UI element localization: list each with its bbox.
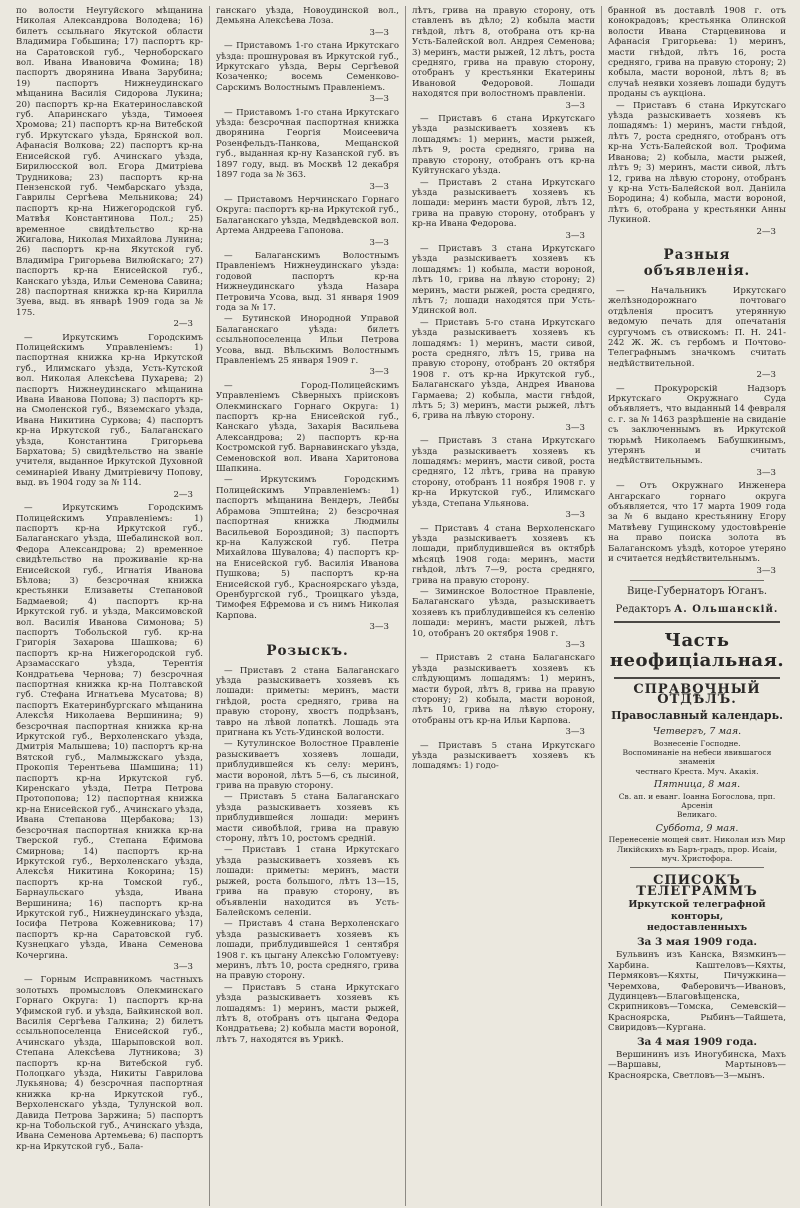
unofficial-part-heading: Часть неофиціальная.	[609, 629, 785, 671]
column-3	[406, 6, 602, 1206]
issue-mark: 3—3	[369, 181, 389, 192]
calendar-entry: Перенесеніе мощей свят. Николая изъ Мир	[608, 835, 786, 845]
issue-mark: 3—3	[756, 467, 776, 478]
lost-documents-notice: — Балаганскимъ Волостнымъ Правленіемъ Нижнеудинскаго уѣзда: годовой паспортъ кр-на Нижнеудинскаго уѣзда Назара Петровича Усова, выд. 31 января 1909 года за № 17.	[216, 250, 399, 313]
column-2	[210, 6, 406, 1206]
divider	[630, 580, 764, 581]
announcement: — Прокурорскій Надзоръ Иркутскаго Окружнаго Суда объявляетъ, что выданный 14 февраля с. г. за № 1463 разрѣшеніе на свиданіе съ заключеннымъ въ Иркутской тюрьмѣ Николаемъ Бабушкинымъ, утерянъ и считать недѣйствительнымъ.	[608, 383, 786, 467]
issue-mark: 2—3	[173, 319, 193, 330]
search-notice: — Приставъ 6 стана Иркутскаго уѣзда разыскиваетъ хозяевъ къ лошадямъ: 1) меринъ, масти гнѣдой, лѣтъ 7, роста средняго, отобранъ отъ кр-на Усть-Балейской вол. Трофима Иванова; 2) кобыла, масти рыжей, лѣтъ 9; 3) меринъ, масти сивой, лѣтъ 12, грива на лѣвую сторону, отобранъ у кр-на Усть-Балейской вол. Даніила Бородина; 4) кобыла, масти вороной, лѣтъ 6, отобрана у крестьянки Анны Лукиной.	[608, 100, 786, 226]
calendar-entry: Великаго.	[676, 810, 718, 820]
lost-documents-notice: — Горным Исправникомъ частныхъ золотыхъ промысловъ Олекминскаго Горнаго Округа: 1) паспортъ кр-на Уфимской губ. и уѣзда, Байкинской вол. Василія Сергѣева Галкина; 2) билетъ ссыльнопоселенца Енисейской губ., Ачинскаго уѣзда, Шарыповской вол. Степана Алексѣева Лутникова; 3) паспортъ кр-на Витебской губ. Полоцкаго уѣзда, Никиты Гаврилова Лукьянова; 4) безсрочная паспортная книжка кр-на Иркутской губ., Верхоленскаго уѣзда, Тулунской вол. Давида Петрова Заржина; 5) паспортъ кр-на Тобольской губ., Ачинскаго уѣзда, Ивана Семенова Артемьева; 6) паспортъ кр-на Иркутской губ., Бала-	[16, 975, 203, 1152]
search-notice: — Приставъ 2 стана Балаганскаго уѣзда разыскиваетъ хозяевъ къ слѣдующимъ лошадямъ: 1) меринъ, масти бурой, лѣтъ 8, грива на правую сторону; 2) кобыла, масти вороной, лѣтъ 10, грива на лѣвую сторону, отобраны отъ кр-на Ильи Карпова.	[412, 653, 595, 726]
calendar-entry: Св. ап. и еванг. Іоанна Богослова, прп. Арсенія	[618, 791, 776, 810]
telegrams-heading: СПИСОКЪ ТЕЛЕГРАММЪ	[636, 873, 758, 899]
issue-mark: 3—3	[565, 639, 585, 650]
search-notice: — Приставъ 4 стана Верхоленскаго уѣзда разыскиваетъ хозяевъ къ лошади, приблудившейся 1 сентября 1908 г. къ цыгану Алексѣю Голомтуеву: меринъ, лѣтъ 10, роста средняго, грива на правую сторону.	[216, 919, 399, 982]
search-notice: — Приставъ 3 стана Иркутскаго уѣзда разыскиваетъ хозяевъ къ лошадямъ: 1) кобыла, масти вороной, лѣтъ 10, грива на лѣвую сторону; 2) меринъ, масти рыжей, роста средняго, лѣтъ 7; лошади находятся при Усть-Удинской вол.	[412, 243, 595, 317]
lost-documents-notice: — Иркутскимъ Городскимъ Полицейскимъ Управленіемъ: 1) паспортъ мѣщанина Вендеръ, Лейбы Абрамова Эпштейна; 2) безсрочная паспортная книжка Людмилы Васильевой Бороздиной; 3) паспортъ кр-на Калужской губ. Петра Михайлова Шувалова; 4) паспортъ кр-на Енисейской губ. Василія Иванова Пушкова; 5) паспортъ кр-на Енисейской губ., Красноярскаго уѣзда, Оренбургской губ., Троицкаго уѣзда, Тимофея Ефремова и съ нимъ Николая Карпова.	[216, 475, 399, 621]
telegrams-date: За 3 мая 1909 года.	[636, 936, 758, 948]
lost-documents-notice: — Бутинской Инородной Управой Балаганскаго уѣзда: билетъ ссыльнопоселенца Ильи Петрова Усова, выд. Вѣльскимъ Волостнымъ Правленіемъ 25 января 1909 г.	[216, 314, 399, 366]
lost-documents-notice: — Приставомъ 1-го стана Иркутскаго уѣзда: прошнуровая въ Иркутской губ., Иркутскаго уѣзда, Веры Сергѣевой Козаченко; восемь Семенково-Сарскимъ Волостнымъ Правленіемъ.	[216, 41, 399, 93]
issue-mark: 3—3	[756, 565, 776, 576]
search-notice: — Приставъ 3 стана Иркутскаго уѣзда разыскиваетъ хозяевъ къ лошадямъ: меринъ, масти сивой, роста средняго, 12 лѣтъ, грива на правую сторону, отобранъ 11 ноября 1908 г. у кр-на Иркутской губ., Илимскаго уѣзда, Степана Ульянова.	[412, 436, 595, 509]
issue-mark: 3—3	[565, 230, 585, 241]
issue-mark: 3—3	[369, 367, 389, 378]
calendar-entry: Воспоминаніе на небеси явившагося знаменія	[622, 747, 772, 767]
divider	[614, 621, 780, 623]
issue-mark: 3—3	[565, 510, 585, 521]
lost-documents-notice: — Иркутскимъ Городскимъ Полицейскимъ Управленіемъ: 1) паспортная книжка кр-на Иркутской губ., Илимскаго уѣзда, Усть-Кутской вол. Николая Алексѣева Пухарева; 2) паспортъ Нижнеудинскаго мѣщанина Ивана Иванова Попова; 3) паспортъ кр-на Смоленской губ., Вяземскаго уѣзда, Ивана Никитина Суркова; 4) паспортъ кр-на Иркутской губ., Балаганскаго уѣзда, Константина Григорьева Бархатова; 5) свидѣтельство на званіе учителя, выданное Иркутской Духовной семинаріей Ивану Дмитріевичу Попову, выд. въ 1904 году за № 114.	[16, 332, 203, 489]
issue-mark: 3—3	[369, 27, 389, 38]
issue-mark: 2—3	[756, 370, 776, 381]
telegrams-subheading: Иркутской телеграфной конторы,	[628, 899, 766, 922]
column-4	[602, 6, 792, 1206]
divider	[614, 677, 780, 679]
divider	[630, 867, 764, 868]
editor-name: А. Ольшанскій.	[674, 603, 779, 615]
issue-mark: 2—3	[756, 226, 776, 237]
issue-mark: 3—3	[565, 422, 585, 433]
search-notice: — Приставъ 2 стана Иркутскаго уѣзда разыскиваетъ хозяевъ къ лошади: меринъ масти бурой, лѣтъ 12, грива на правую сторону, отобранъ у кр-на Ивана Федорова.	[412, 177, 595, 230]
search-notice: — Зиминское Волостное Правленіе, Балаганскаго уѣзда, разыскиваетъ хозяевъ къ приблудившейся къ селенію лошади: меринъ, масти рыжей, лѣтъ 10, отобранъ 20 октября 1908 г.	[412, 586, 595, 639]
search-notice: — Кутулинское Волостное Правленіе разыскиваетъ хозяевъ лошади, приблудившейся къ селу: меринъ, масти вороной, лѣтъ 5—6, съ лысиной, грива на правую сторону.	[216, 739, 399, 792]
calendar-entry: Вознесеніе Господне.	[653, 738, 741, 748]
issue-mark: 3—3	[369, 622, 389, 633]
section-heading-search: Розыскъ.	[266, 642, 349, 659]
search-notice: — Приставъ 6 стана Иркутскаго уѣзда разыскиваетъ хозяевъ къ лошадямъ: 1) меринъ, масти рыжей, лѣтъ 9, роста средняго, грива на правую сторону, отобранъ отъ кр-на Куйтунскаго уѣзда.	[412, 114, 595, 177]
search-notice: — Приставъ 5 стана Иркутскаго уѣзда разыскиваетъ хозяевъ къ лошадямъ: 1) годо-	[412, 740, 595, 772]
telegrams-subheading: недоставленныхъ	[646, 922, 748, 934]
vice-governor-signature	[608, 585, 786, 599]
issue-mark: 3—3	[565, 100, 585, 111]
calendar-day: Суббота, 9 мая.	[655, 822, 739, 834]
search-notice: — Приставъ 5-го стана Иркутскаго уѣзда разыскиваетъ хозяевъ къ лошадямъ: 1) меринъ, масти сивой, роста средняго, лѣтъ 15, грива на правую сторону, отобранъ 20 октября 1908 г. отъ кр-на Иркутской губ., Балаганскаго уѣзда, Андрея Иванова Гармаева; 2) кобыла, масти гнѣдой, лѣтъ 5; 3) меринъ, масти рыжей, лѣтъ 6, грива на лѣвую сторону.	[412, 317, 595, 422]
announcement: — Начальникъ Иркутскаго желѣзнодорожнаго почтоваго отдѣленія проситъ утерянную ведомую печать для опечатанія сургучомъ съ отвискомъ: П. Н. 241-242 Ж. Ж. съ гербомъ и Почтово-Телеграфнымъ значкомъ считать недѣйствительной.	[608, 285, 786, 369]
issue-mark: 3—3	[369, 237, 389, 248]
search-notice: — Приставъ 5 стана Балаганскаго уѣзда разыскиваетъ хозяевъ къ приблудившейся лошади: меринъ масти сивобѣлой, грива на правую сторону, лѣтъ 10, ростомъ средній.	[216, 792, 399, 845]
search-notice: — Приставъ 4 стана Верхоленскаго уѣзда разыскиваетъ хозяевъ къ лошади, приблудившейся въ октябрѣ мѣсяцѣ 1908 года: меринъ, масти гнѣдой, лѣтъ 7—9, роста средняго, грива на правую сторону.	[412, 523, 595, 586]
search-notice: — Приставъ 2 стана Балаганскаго уѣзда разыскиваетъ хозяевъ къ лошади: приметы: меринъ, масти гнѣдой, роста средняго, грива на правую сторону, хвостъ подрѣзанъ, тавро на лѣвой лопаткѣ. Лошадь эта пригнана къ Усть-Удинской волости.	[216, 665, 399, 738]
columns	[10, 6, 792, 1206]
reference-section-heading: СПРАВОЧНЫЙ ОТДѢЛЪ.	[633, 681, 761, 708]
calendar-day: Четвергъ, 7 мая.	[652, 726, 742, 738]
issue-mark: 3—3	[173, 961, 193, 972]
calendar-day: Пятница, 8 мая.	[653, 779, 741, 791]
telegrams-list: Бульвинъ изъ Канска, Вязмкинъ—Харбина. Каштеловъ—Кяхты, Пермяковъ—Кяхты, Пичужкина—Черемхова, Фаберовичъ—Ивановъ, Дудинцевъ—Благовѣщенска, Скрипниковъ—Томска, Семевскій—Красноярска, Рыбинъ—Тайшета, Свиридовъ—Кургана.	[608, 950, 786, 1034]
announcement: — Отъ Окружнаго Инженера Ангарскаго горнаго округа объявляется, что 17 марта 1909 года за № 6 выдано крестьянину Егору Матвѣеву Гущинскому удостовѣреніе на право поиска золота въ Балаганскомъ уѣздѣ, которое утеряно и считается недѣйствительнымъ.	[608, 481, 786, 565]
lost-documents-notice: — Иркутскимъ Городскимъ Полицейскимъ Управленіемъ: 1) паспортъ кр-на Иркутской губ., Балаганскаго уѣзда, Шебалинской вол. Федора Александрова; 2) временное свидѣтельство на проживаніе кр-на Енисейской губ., Игнатія Иванова Бѣлова; 3) безсрочная книжка крестьянки Елизаветы Степановой Бадмаевой; 4) паспортъ кр-на Иркутской губ. и уѣзда, Максимовской вол. Василія Иванова Симонова; 5) паспортъ Тобольской губ. кр-на Григорія Захарова Шашкова; 6) паспортъ кр-на Нижегородской губ. Арзамасскаго уѣзда, Терентія Кондратьева Чернова; 7) безсрочная паспортная книжка кр-на Полтавской губ. Стефана Игнатьева Мусатова; 8) паспортъ Екатеринбургскаго мѣщанина Алексѣя Николаева Вершинина; 9) безсрочная паспортная книжка кр-на Иркутской губ., Верхоленскаго уѣзда, Дмитрія Малышева; 10) паспортъ кр-на Вятской губ., Малмыжскаго уѣзда, Прокопія Терентьева Шамшина; 11) паспортъ кр-на Иркутской губ. Киренскаго уѣзда, Петра Петрова Протопопова; 12) паспортная книжка кр-на Енисейской губ., Ачинскаго уѣзда, Ивана Степанова Щербакова; 13) безсрочная паспортная книжка кр-на Тверской губ., Степана Ефимова Смирнова; 14) паспортъ кр-на Иркутской губ., Верхоленскаго уѣзда, Алексѣя Никитина Кокорина; 15) паспортъ кр-на Томской губ., Барнаульскаго уѣзда, Ивана Вершинина; 16) паспортъ кр-на Иркутской губ., Нижнеудинскаго уѣзда, Іосифа Петрова Кожевникова; 17) паспортъ кр-на Саратовской губ. Кузнецкаго уѣзда, Ивана Семенова Кочергина.	[16, 503, 203, 961]
search-notice: бранной въ доставлѣ 1908 г. отъ конокрадовъ; крестьянка Олинской волости Ивана Старцевинова и Афанасія Григорьева: 1) меринъ, масти гнѣдой, лѣтъ 16, роста средняго, грива на правую сторону; 2) кобыла, масти вороной, лѣтъ 8; въ случаѣ неявки хозяевъ лошади будутъ проданы съ аукціона.	[608, 6, 786, 100]
editor-signature	[608, 603, 786, 617]
issue-mark: 2—3	[173, 489, 193, 500]
search-notice: — Приставъ 1 стана Иркутскаго уѣзда разыскиваетъ хозяевъ къ лошади: приметы: меринъ, масти рыжей, роста большого, лѣтъ 13—15, грива на правую сторону, въ объявленіи находится въ Усть-Балейскомъ селеніи.	[216, 845, 399, 918]
lost-documents-notice: ганскаго уѣзда, Новоудинской вол., Демьяна Алексѣева Лоза.	[216, 6, 399, 27]
calendar-heading: Православный календарь.	[611, 708, 783, 722]
lost-documents-notice: по волости Неугуйского мѣщанина Николая Александрова Володева; 16) билетъ ссыльнаго Якутской области Владимира Гобьшина; 17) паспортъ кр-на Саратовской губ., Черноборскаго вол. Ивана Ивановича Фомина; 18) паспортъ дворянина Ивана Зарубина; 19) паспортъ Нижнеудинскаго мѣщанина Василія Сидорова Лукина; 20) паспортъ кр-на Екатеринославской губ. Апаринскаго уѣзда, Тимоѳея Хромова; 21) паспортъ кр-на Витебской губ. Иркутскаго уѣзда, Брянской вол. Афанасія Волкова; 22) паспортъ кр-на Енисейской губ. Ачинскаго уѣзда, Бирилюсской вол. Егора Дмитріева Трудникова; 23) паспортъ кр-на Пензенской губ. Чембарскаго уѣзда, Гаврилы Сергѣева Мельникова; 24) паспортъ кр-на Нижегородской губ. Матвѣя Константинова Пол.; 25) временное свидѣтельство кр-на Жигалова, Николая Михайлова Лунина; 26) паспортъ кр-на Якутской губ. Владиміра Григорьева Вилюйскаго; 27) паспортъ кр-на Енисейской губ., Канскаго уѣзда, Ильи Семенова Савина; 28) паспортная книжка кр-на Кирилла Зуева, выд. въ январѣ 1909 года за № 175.	[16, 6, 203, 318]
telegrams-date: За 4 мая 1909 года.	[636, 1035, 758, 1048]
calendar-entry: честнаго Креста. Муч. Акакія.	[635, 766, 759, 776]
section-heading-announcements: Разныя объявленія.	[643, 246, 751, 279]
search-notice: лѣтъ, грива на правую сторону, отъ ставленъ въ дѣло; 2) кобыла масти гнѣдой, лѣтъ 8, отобрана отъ кр-на Усть-Балейской вол. Андрея Семенова; 3) меринъ, масти рыжей, 12 лѣтъ, роста средняго, грива на правую сторону, отобранъ у крестьянки Екатерины Ивановой Федоровой. Лошади находятся при волостномъ правленіи.	[412, 6, 595, 100]
vice-governor-line: Вице-Губернаторъ Юганъ.	[626, 585, 768, 597]
lost-documents-notice: — Город-Полицейскимъ Управленіемъ Сѣверныхъ пріисковъ Олекминскаго Горнаго Округа: 1) паспортъ кр-на Енисейской губ., Канскаго уѣзда, Захарія Васильева Александрова; 2) паспортъ кр-на Костромской губ. Варнавинскаго уѣзда, Семеновской вол. Ивана Харитонова Шапкина.	[216, 380, 399, 475]
calendar-entry: Ликійскихъ въ Баръ-градъ, прор. Исаіи, муч. Христофора.	[616, 844, 778, 863]
issue-mark: 3—3	[369, 94, 389, 105]
editor-label: Редакторъ	[615, 603, 671, 615]
search-notice: — Приставъ 5 стана Иркутскаго уѣзда разыскиваетъ хозяевъ къ лошадямъ: 1) меринъ, масти рыжей, лѣтъ 8, отобранъ отъ цыгана Федора Кондратьева; 2) кобыла масти вороной, лѣтъ 7, находятся въ Урикѣ.	[216, 982, 399, 1045]
issue-mark: 3—3	[565, 727, 585, 738]
lost-documents-notice: — Приставомъ 1-го стана Иркутскаго уѣзда: безсрочная паспортная книжка дворянина Георгія Моисеевича Розенфельдъ-Панкова, Мещанской губ., выданная кр-ну Казанской губ. въ 1897 году, выд. въ Москвѣ 12 декабря 1897 года за № 363.	[216, 107, 399, 181]
telegrams-list: Вершининъ изъ Иногубинска, Махъ—Варшавы, Мартыновъ—Красноярска, Светловъ—З—мынъ.	[608, 1050, 786, 1081]
column-1	[10, 6, 210, 1206]
lost-documents-notice: — Приставомъ Нерчинскаго Горнаго Округа: паспортъ кр-на Иркутской губ., Балаганскаго уѣзда, Медвѣдевской вол. Артема Андреева Гапонова.	[216, 194, 399, 237]
